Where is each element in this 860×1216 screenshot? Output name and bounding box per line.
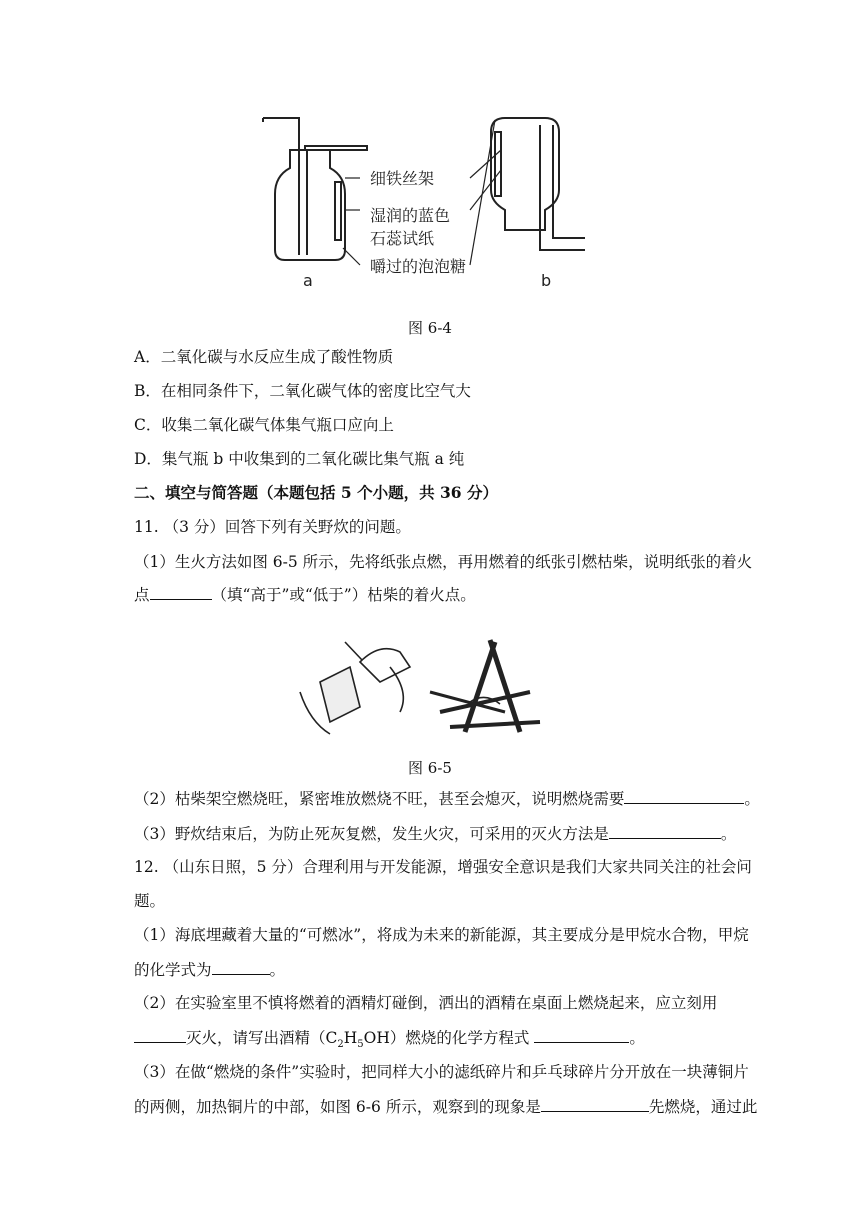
- figure-label-bubble-gum: 嚼过的泡泡糖: [370, 257, 467, 276]
- q12-part3-line1: （3）在做“燃烧的条件”实验时，把同样大小的滤纸碎片和乒乓球碎片分开放在一块薄铜片: [134, 1063, 749, 1081]
- q11-blank-2[interactable]: [624, 787, 744, 804]
- q11-blank-3[interactable]: [609, 822, 721, 839]
- q11-part1-line1: （1）生火方法如图 6-5 所示，先将纸张点燃，再用燃着的纸张引燃枯柴，说明纸张的着火: [134, 553, 753, 571]
- figure-6-5: [290, 622, 550, 742]
- bottle-a-label: a: [303, 271, 313, 290]
- section-2-heading: 二、填空与简答题（本题包括 5 个小题，共 36 分）: [134, 483, 498, 502]
- q12-blank-3[interactable]: [534, 1026, 629, 1043]
- figure-label-litmus-paper: 石蕊试纸: [370, 229, 435, 248]
- q12-part1-pre: 的化学式为: [134, 961, 212, 979]
- q12-part2-line2: [134, 1026, 645, 1056]
- q12-blank-1[interactable]: [212, 958, 270, 975]
- q12-blank-2[interactable]: [134, 1026, 186, 1043]
- q12-part2-text2: OH）燃烧的化学方程式: [363, 1029, 530, 1047]
- q12-part2-line1: （2）在实验室里不慎将燃着的酒精灯碰倒，洒出的酒精在桌面上燃烧起来，应立刻用: [134, 994, 718, 1012]
- q12-part1-post: 。: [269, 961, 286, 979]
- q12-part3-line2: [134, 1095, 757, 1118]
- bottle-b-label: b: [541, 271, 552, 290]
- q11-part2: [134, 787, 760, 810]
- q11-blank-1[interactable]: [150, 583, 212, 600]
- q12-part1-line1: （1）海底埋藏着大量的“可燃冰”，将成为未来的新能源，其主要成分是甲烷水合物，甲烷: [134, 926, 749, 944]
- q11-part2-post: 。: [744, 790, 760, 808]
- q12-stem-line1: 12. （山东日照，5 分）合理利用与开发能源，增强安全意识是我们大家共同关注的社会问: [134, 858, 752, 876]
- q12-sub-5: 5: [357, 1039, 364, 1051]
- figure-6-4-caption: 图 6-4: [408, 319, 452, 337]
- q11-part2-pre: （2）枯柴架空燃烧旺，紧密堆放燃烧不旺，甚至会熄灭，说明燃烧需要: [134, 790, 625, 808]
- q11-part1-pre: 点: [134, 586, 150, 604]
- q11-part3-post: 。: [720, 825, 737, 843]
- q11-part3: [134, 822, 736, 845]
- figure-6-5-caption: 图 6-5: [408, 759, 452, 777]
- option-d: D．集气瓶 b 中收集到的二氧化碳比集气瓶 a 纯: [134, 450, 465, 468]
- q11-part3-pre: （3）野炊结束后，为防止死灰复燃，发生火灾，可采用的灭火方法是: [134, 825, 609, 843]
- q12-part3-post: 先燃烧，通过此: [648, 1098, 758, 1116]
- figure-label-wire-rack: 细铁丝架: [370, 169, 435, 188]
- q12-part2-text1: 灭火，请写出酒精（C: [186, 1029, 338, 1047]
- figure-6-4: [255, 110, 605, 292]
- option-c: C．收集二氧化碳气体集气瓶口应向上: [134, 416, 394, 434]
- option-a: A．二氧化碳与水反应生成了酸性物质: [134, 348, 394, 366]
- q12-blank-4[interactable]: [541, 1095, 649, 1112]
- option-b: B．在相同条件下，二氧化碳气体的密度比空气大: [134, 382, 471, 400]
- q12-part1-line2: [134, 958, 285, 981]
- q12-stem-line2: 题。: [134, 892, 166, 910]
- q12-part3-pre: 的两侧，加热铜片的中部，如图 6-6 所示，观察到的现象是: [134, 1098, 541, 1116]
- q12-part2-end: 。: [629, 1029, 645, 1047]
- figure-label-wet-blue: 湿润的蓝色: [370, 206, 451, 225]
- q12-sub-2: 2: [337, 1039, 344, 1051]
- q12-h: H: [343, 1029, 358, 1047]
- q11-part1-post: （填“高于”或“低于”）枯柴的着火点。: [211, 586, 476, 604]
- q11-stem: 11. （3 分）回答下列有关野炊的问题。: [134, 518, 411, 536]
- q11-part1-line2: [134, 583, 476, 606]
